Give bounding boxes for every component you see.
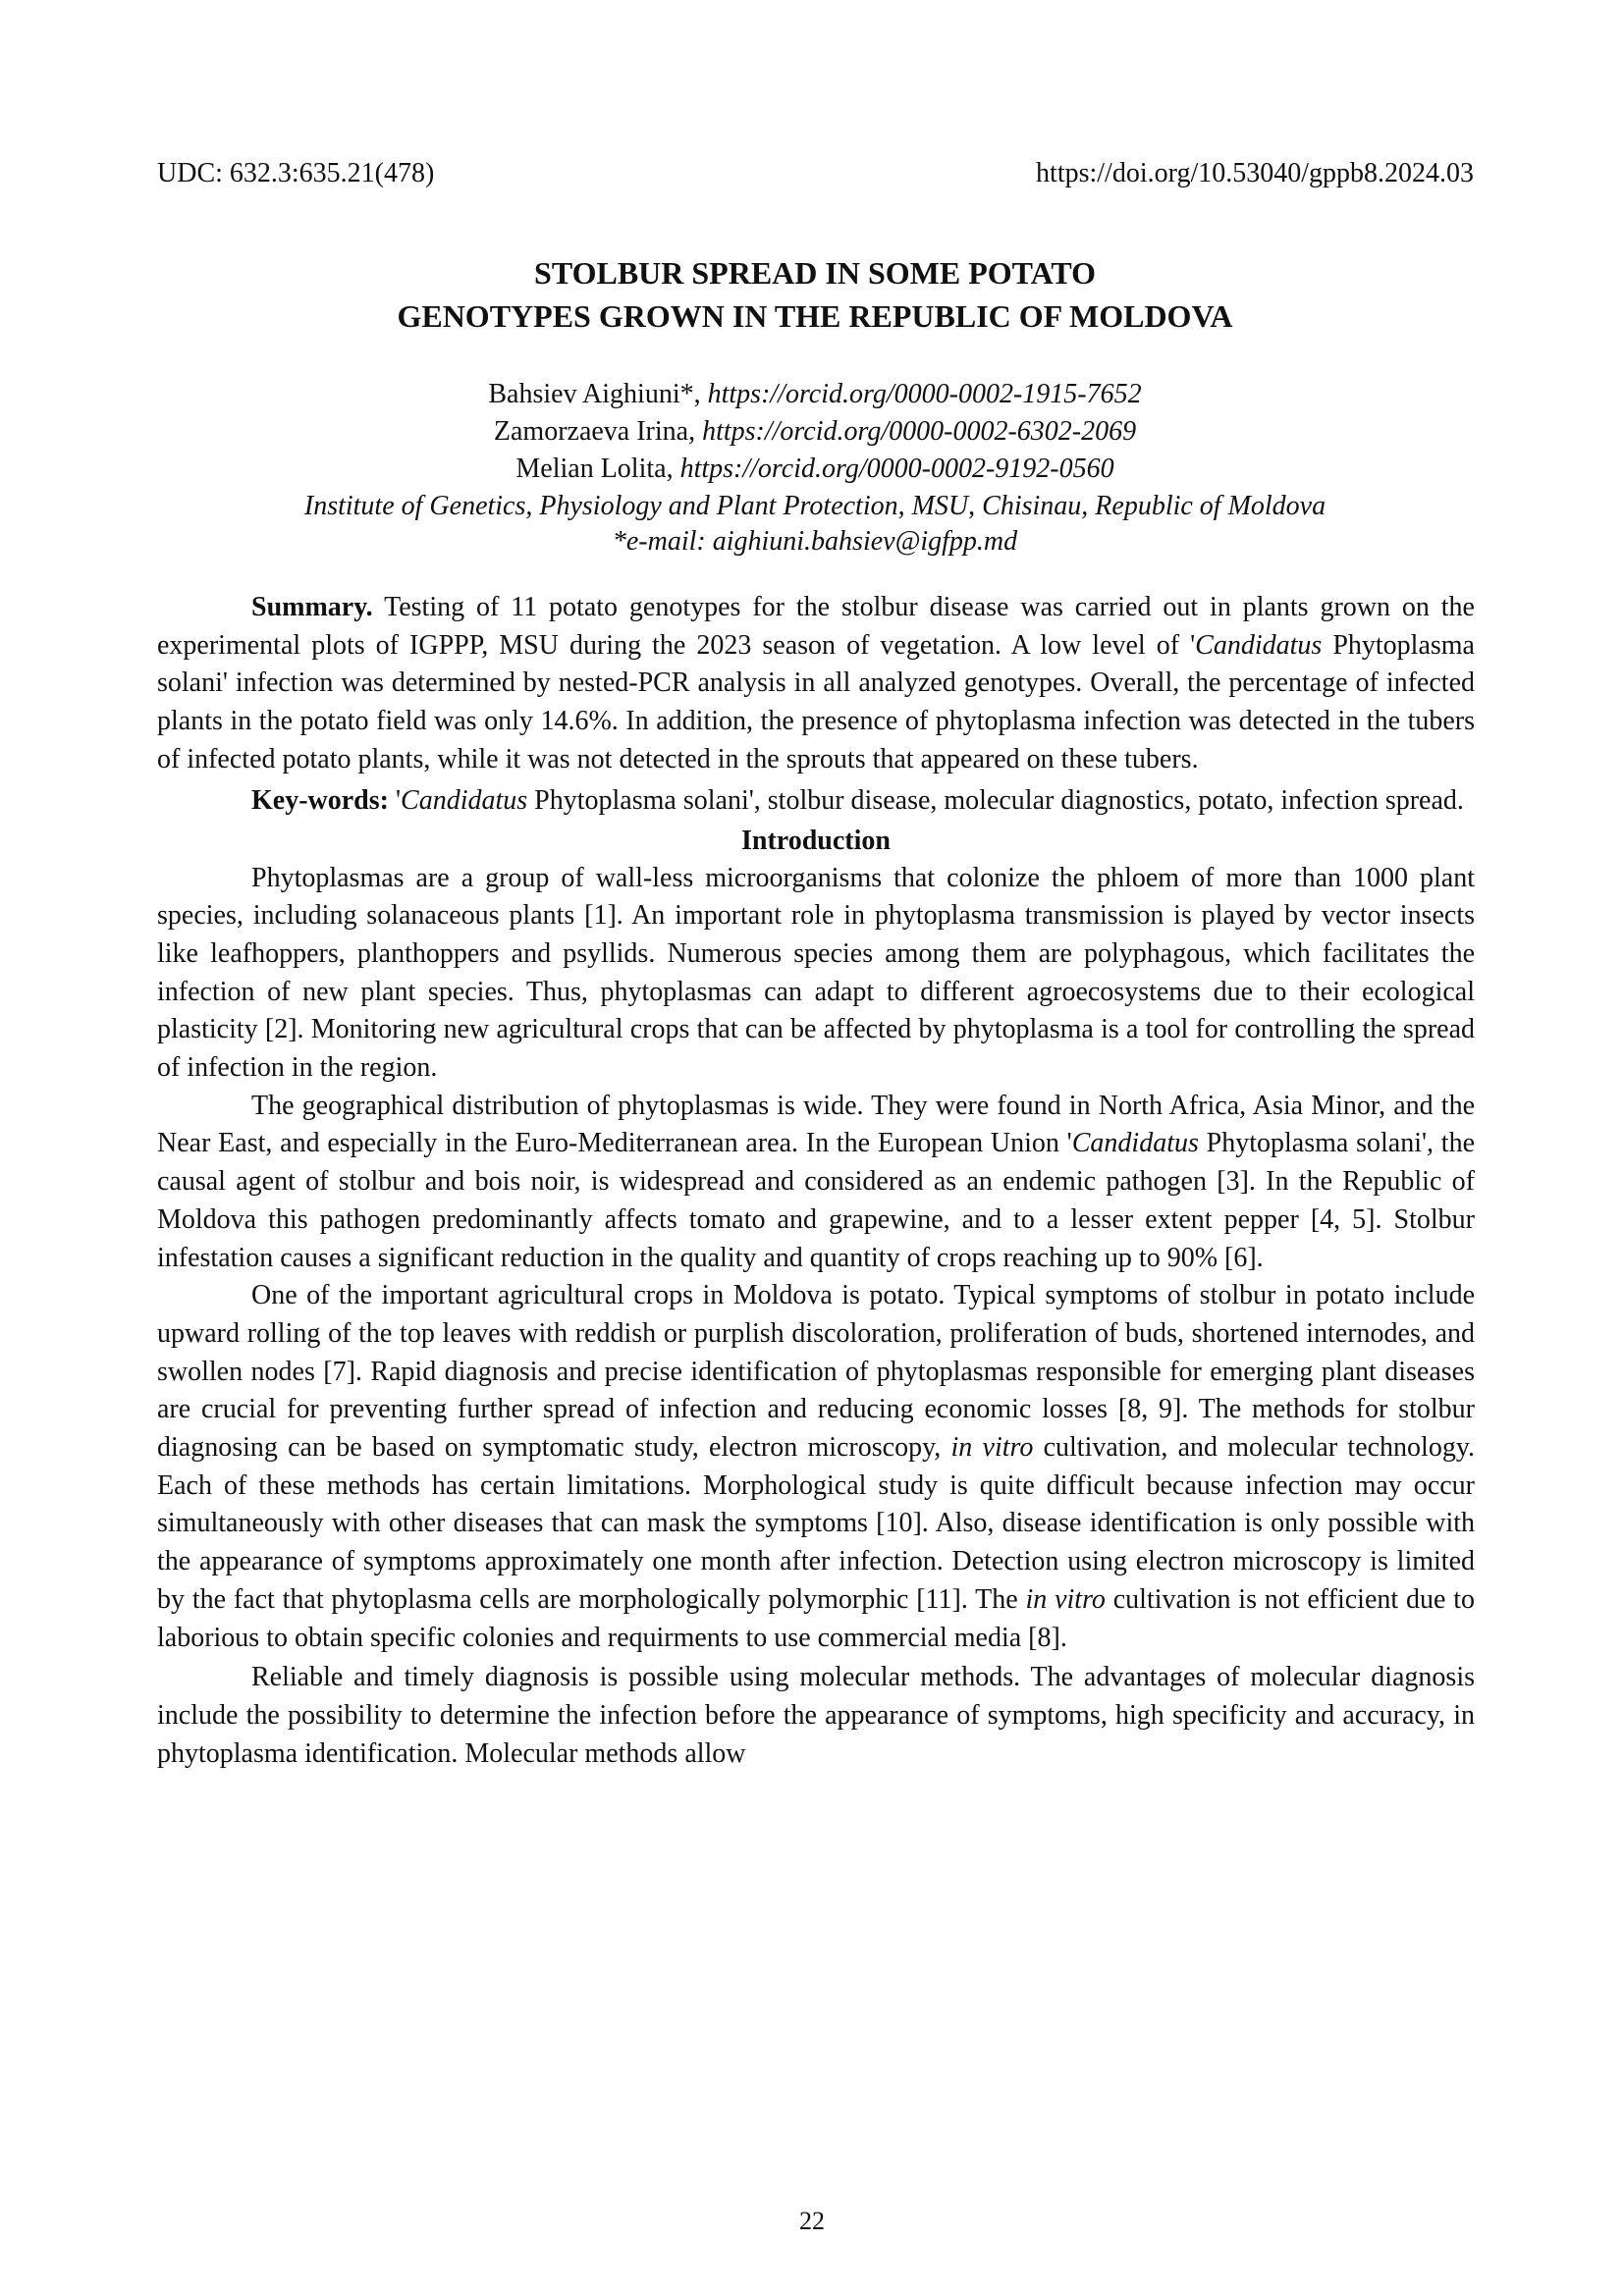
affiliation-text: Institute of Genetics, Physiology and Plant Protection, MSU, Chisinau, Republic of Moldova xyxy=(303,491,1326,521)
section-heading-introduction: Introduction xyxy=(741,825,891,856)
udc-code: UDC: 632.3:635.21(478) xyxy=(157,158,435,188)
intro-paragraph-1: Phytoplasmas are a group of wall-less microorganisms that colonize the phloem of more than 1000 plant species, including solanaceous plants [1]. An important role in phytoplasma transmission is played by vector insects like leafhoppers, planthoppers and psyllids. Numerous species among them are polyphagous, which facilitates the infection of new plant species. Thus, phytoplasmas can adapt to different agroecosystems due to their ecological plasticity [2]. Monitoring new agricultural crops that can be affected by phytoplasma is a tool for controlling the spread of infection in the region. xyxy=(157,862,1475,1084)
affiliation xyxy=(157,490,1473,523)
author-line xyxy=(157,378,1473,411)
doi-link[interactable]: https://doi.org/10.53040/gppb8.2024.03 xyxy=(1036,158,1474,188)
article-title-line-1: STOLBUR SPREAD IN SOME POTATO xyxy=(534,255,1096,291)
keywords-label: Key-words: xyxy=(251,784,389,816)
intro-paragraph-4: Reliable and timely diagnosis is possible using molecular methods. The advantages of molecular diagnosis include the possibility to determine the infection before the appearance of symptoms, high specificity and accuracy, in phytoplasma identification. Molecular methods allow xyxy=(157,1662,1475,1769)
author-name: Melian Lolita, xyxy=(515,454,680,484)
intro-paragraph-2: The geographical distribution of phytoplasmas is wide. They were found in North Africa, Asia Minor, and the Near East, and especially in the Euro-Mediterranean area. In the European Union 'Candidatus Phytoplasma solani', the causal agent of stolbur and bois noir, is widespread and considered as an endemic pathogen [3]. In the Republic of Moldova this pathogen predominantly affects tomato and grapewine, and to a lesser extent pepper [4, 5]. Stolbur infestation causes a significant reduction in the quality and quantity of crops reaching up to 90% [6]. xyxy=(157,1090,1475,1273)
article-title-line-2: GENOTYPES GROWN IN THE REPUBLIC OF MOLDOVA xyxy=(397,298,1233,334)
page-number: 22 xyxy=(799,2207,825,2235)
author-line xyxy=(157,415,1473,449)
author-name: Zamorzaeva Irina, xyxy=(493,416,703,447)
keywords-paragraph: Key-words: 'Candidatus Phytoplasma solani', stolbur disease, molecular diagnostics, potato, infection spread. xyxy=(251,784,1464,816)
email-address[interactable]: : aighiuni.bahsiev@igfpp.md xyxy=(696,526,1018,557)
article-body xyxy=(157,589,1475,1773)
summary-label: Summary. xyxy=(251,592,373,622)
summary-paragraph: Summary. Testing of 11 potato genotypes for the stolbur disease was carried out in plants grown on the experimental plots of IGPPP, MSU during the 2023 season of vegetation. A low level of 'Candidatus Phytoplasma solani' infection was determined by nested-PCR analysis in all analyzed genotypes. Overall, the percentage of infected plants in the potato field was only 14.6%. In addition, the presence of phytoplasma infection was detected in the tubers of infected potato plants, while it was not detected in the sprouts that appeared on these tubers. xyxy=(157,592,1475,774)
intro-paragraph-3: One of the important agricultural crops in Moldova is potato. Typical symptoms of stolbur in potato include upward rolling of the top leaves with reddish or purplish discoloration, proliferation of buds, shortened internodes, and swollen nodes [7]. Rapid diagnosis and precise identification of phytoplasmas responsible for emerging plant diseases are crucial for preventing further spread of infection and reducing economic losses [8, 9]. The methods for stolbur diagnosing can be based on symptomatic study, electron microscopy, in vitro cultivation, and molecular technology. Each of these methods has certain limitations. Morphological study is quite difficult because infection may occur simultaneously with other diseases that can mask the symptoms [10]. Also, disease identification is only possible with the appearance of symptoms approximately one month after infection. Detection using electron microscopy is limited by the fact that phytoplasma cells are morphologically polymorphic [11]. The in vitro cultivation is not efficient due to laborious to obtain specific colonies and requirments to use commercial media [8]. xyxy=(157,1280,1476,1653)
orcid-link[interactable]: https://orcid.org/0000-0002-6302-2069 xyxy=(702,416,1137,447)
orcid-link[interactable]: https://orcid.org/0000-0002-1915-7652 xyxy=(707,379,1142,409)
author-name: Bahsiev Aighiuni*, xyxy=(488,379,708,409)
email-line xyxy=(157,525,1473,559)
author-line xyxy=(157,453,1473,486)
orcid-link[interactable]: https://orcid.org/0000-0002-9192-0560 xyxy=(679,454,1114,484)
email-label: *e-mail xyxy=(612,526,697,557)
